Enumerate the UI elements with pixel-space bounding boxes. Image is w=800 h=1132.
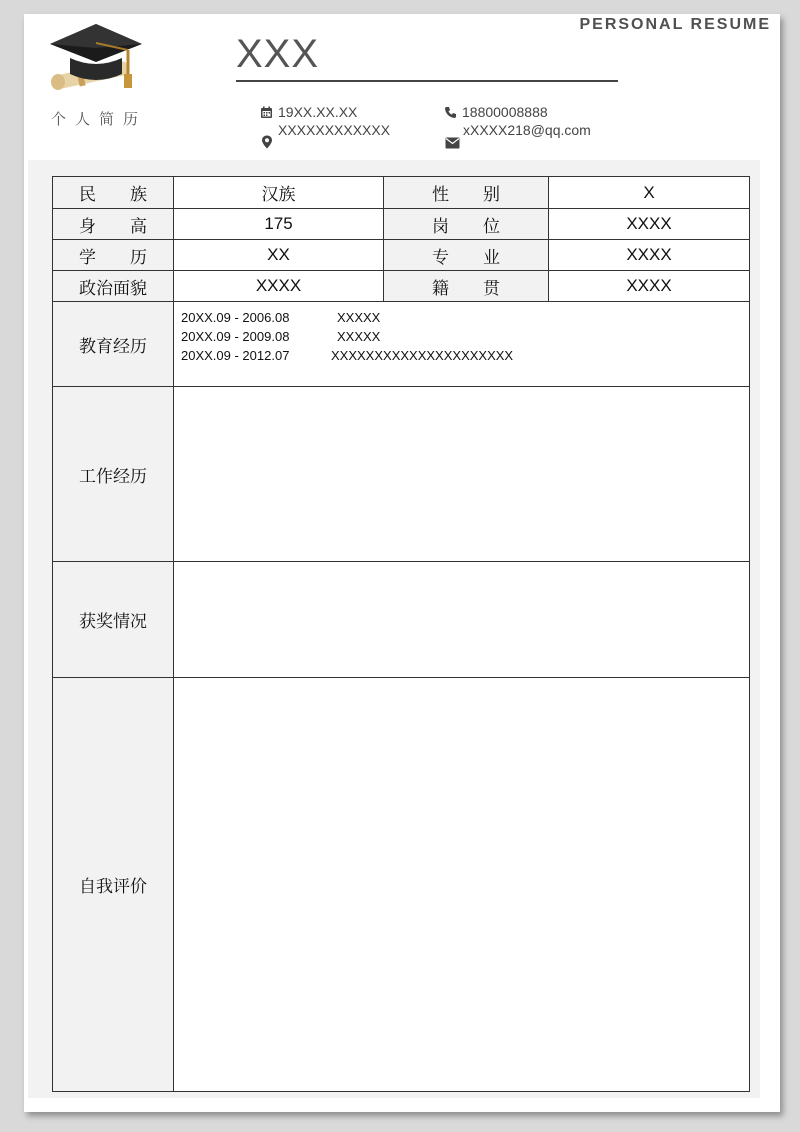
label-gender: 性 别 <box>384 177 549 209</box>
awards-label: 获奖情况 <box>53 562 174 678</box>
value-major: XXXX <box>549 240 750 271</box>
table-row <box>53 240 750 271</box>
label-position: 岗 位 <box>384 209 549 240</box>
graduation-cap-icon <box>48 18 144 100</box>
table-row <box>53 209 750 240</box>
label-political-status: 政治面貌 <box>53 271 174 302</box>
email-value: xXXXX218@qq.com <box>463 122 591 138</box>
self-evaluation-label: 自我评价 <box>53 678 174 1092</box>
section-work <box>53 387 750 562</box>
birth-info <box>260 103 357 121</box>
table-row <box>53 177 750 209</box>
label-education-level: 学 历 <box>53 240 174 271</box>
section-education <box>53 302 750 387</box>
label-major: 专 业 <box>384 240 549 271</box>
name-underline <box>236 80 618 82</box>
resume-table <box>52 176 750 1092</box>
calendar-icon <box>260 106 273 119</box>
email-info <box>463 121 591 139</box>
value-gender: X <box>549 177 750 209</box>
education-content <box>174 302 750 387</box>
resume-tag: PERSONAL RESUME <box>579 16 771 33</box>
mail-icon <box>445 137 460 149</box>
address-info <box>278 121 390 139</box>
table-row <box>53 271 750 302</box>
phone-info <box>444 103 548 121</box>
address-value: XXXXXXXXXXXX <box>278 122 391 138</box>
work-label: 工作经历 <box>53 387 174 562</box>
birth-value: 19XX.XX.XX <box>278 104 358 120</box>
value-position: XXXX <box>549 209 750 240</box>
value-education-level: XX <box>174 240 384 271</box>
section-awards <box>53 562 750 678</box>
education-entry: 20XX.09 - 2009.08 XXXXX <box>181 329 381 344</box>
location-icon <box>260 135 274 149</box>
label-ethnicity: 民 族 <box>53 177 174 209</box>
label-height: 身 高 <box>53 209 174 240</box>
logo-caption: 个人简历 <box>50 110 147 128</box>
value-hometown: XXXX <box>549 271 750 302</box>
value-political-status: XXXX <box>174 271 384 302</box>
value-height: 175 <box>174 209 384 240</box>
work-content <box>174 387 750 562</box>
education-entry: 20XX.09 - 2006.08 XXXXX <box>181 310 381 325</box>
value-ethnicity: 汉族 <box>174 177 384 209</box>
education-entry: 20XX.09 - 2012.07 XXXXXXXXXXXXXXXXXXXXX <box>181 348 514 363</box>
person-name: XXX <box>236 32 320 76</box>
awards-content <box>174 562 750 678</box>
section-self-evaluation <box>53 678 750 1092</box>
self-evaluation-content <box>174 678 750 1092</box>
label-hometown: 籍 贯 <box>384 271 549 302</box>
phone-icon <box>444 106 457 119</box>
education-label: 教育经历 <box>53 302 174 387</box>
phone-value: 18800008888 <box>462 104 548 120</box>
